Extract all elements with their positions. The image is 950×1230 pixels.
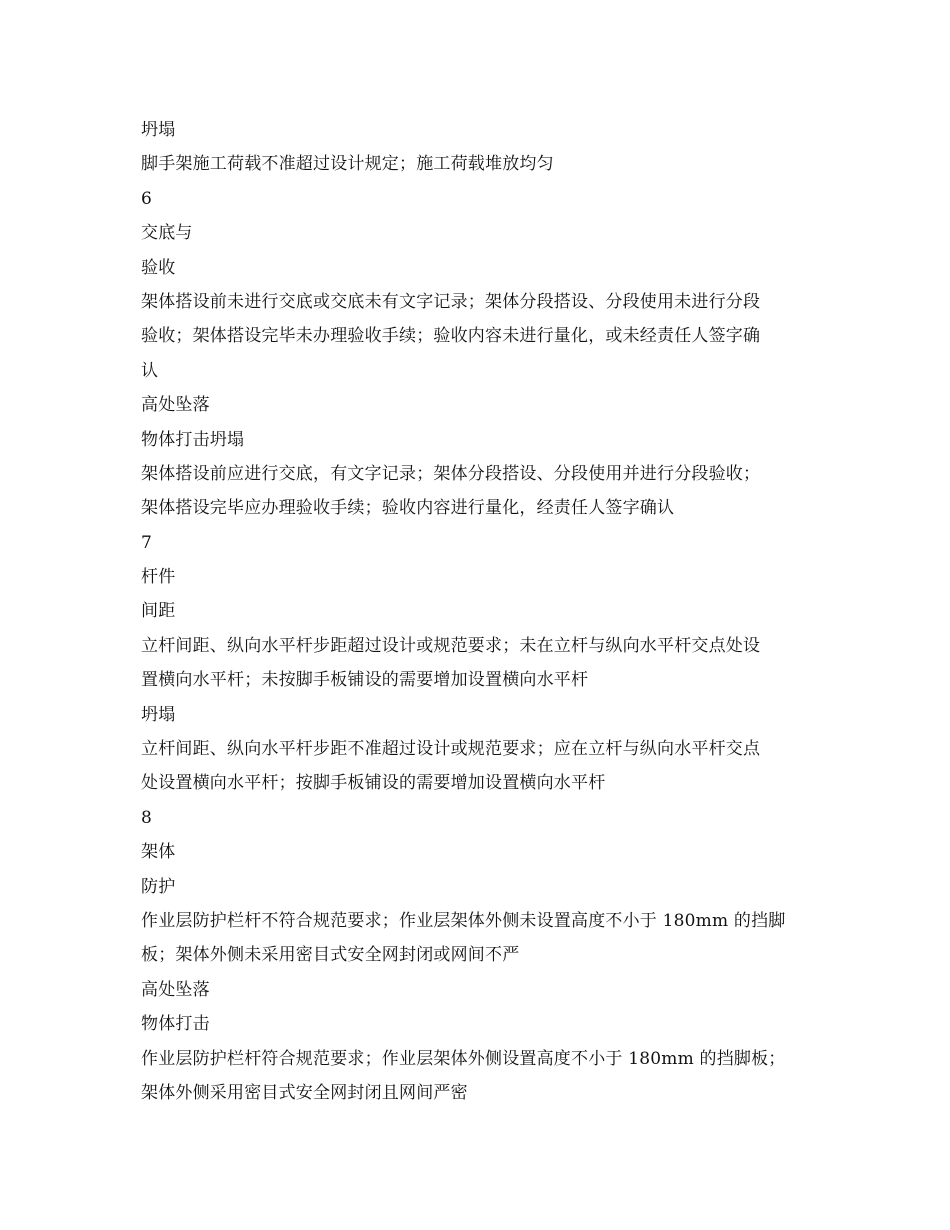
text-line: 作业层防护栏杆符合规范要求；作业层架体外侧设置高度不小于 180mm 的挡脚板； bbox=[141, 1048, 786, 1069]
text-line: 板；架体外侧未采用密目式安全网封闭或网间不严 bbox=[141, 945, 520, 966]
text-line: 坍塌 bbox=[141, 704, 176, 725]
text-line: 坍塌 bbox=[141, 120, 176, 140]
text-line: 作业层防护栏杆不符合规范要求；作业层架体外侧未设置高度不小于 180mm 的挡脚 bbox=[141, 910, 786, 931]
text-line: 高处坠落 bbox=[141, 395, 210, 416]
text-line: 高处坠落 bbox=[141, 979, 210, 1000]
item-number: 7 bbox=[141, 532, 153, 553]
text-line: 交底与 bbox=[141, 223, 193, 244]
text-line: 杆件 bbox=[141, 567, 176, 588]
text-line: 认 bbox=[141, 360, 159, 381]
item-number: 8 bbox=[141, 807, 153, 828]
text-line: 验收；架体搭设完毕未办理验收手续；验收内容未进行量化，或未经责任人签字确 bbox=[141, 326, 761, 347]
text-line: 立杆间距、纵向水平杆步距不准超过设计或规范要求；应在立杆与纵向水平杆交点 bbox=[141, 739, 761, 760]
text-line: 架体 bbox=[141, 842, 176, 863]
text-line: 置横向水平杆；未按脚手板铺设的需要增加设置横向水平杆 bbox=[141, 670, 589, 691]
document-body bbox=[141, 113, 821, 1110]
text-line: 处设置横向水平杆；按脚手板铺设的需要增加设置横向水平杆 bbox=[141, 773, 606, 794]
text-line: 物体打击坍塌 bbox=[141, 429, 245, 450]
text-line: 架体搭设前应进行交底，有文字记录；架体分段搭设、分段使用并进行分段验收； bbox=[141, 463, 761, 484]
text-line: 间距 bbox=[141, 601, 176, 622]
text-line: 防护 bbox=[141, 876, 176, 897]
text-line: 验收 bbox=[141, 257, 176, 278]
text-line: 架体搭设完毕应办理验收手续；验收内容进行量化，经责任人签字确认 bbox=[141, 498, 675, 519]
text-line: 立杆间距、纵向水平杆步距超过设计或规范要求；未在立杆与纵向水平杆交点处设 bbox=[141, 635, 761, 656]
text-line: 架体搭设前未进行交底或交底未有文字记录；架体分段搭设、分段使用未进行分段 bbox=[141, 291, 761, 312]
text-line: 脚手架施工荷载不准超过设计规定；施工荷载堆放均匀 bbox=[141, 154, 554, 175]
text-line: 架体外侧采用密目式安全网封闭且网间严密 bbox=[141, 1082, 468, 1103]
text-line: 物体打击 bbox=[141, 1014, 210, 1035]
item-number: 6 bbox=[141, 188, 153, 209]
